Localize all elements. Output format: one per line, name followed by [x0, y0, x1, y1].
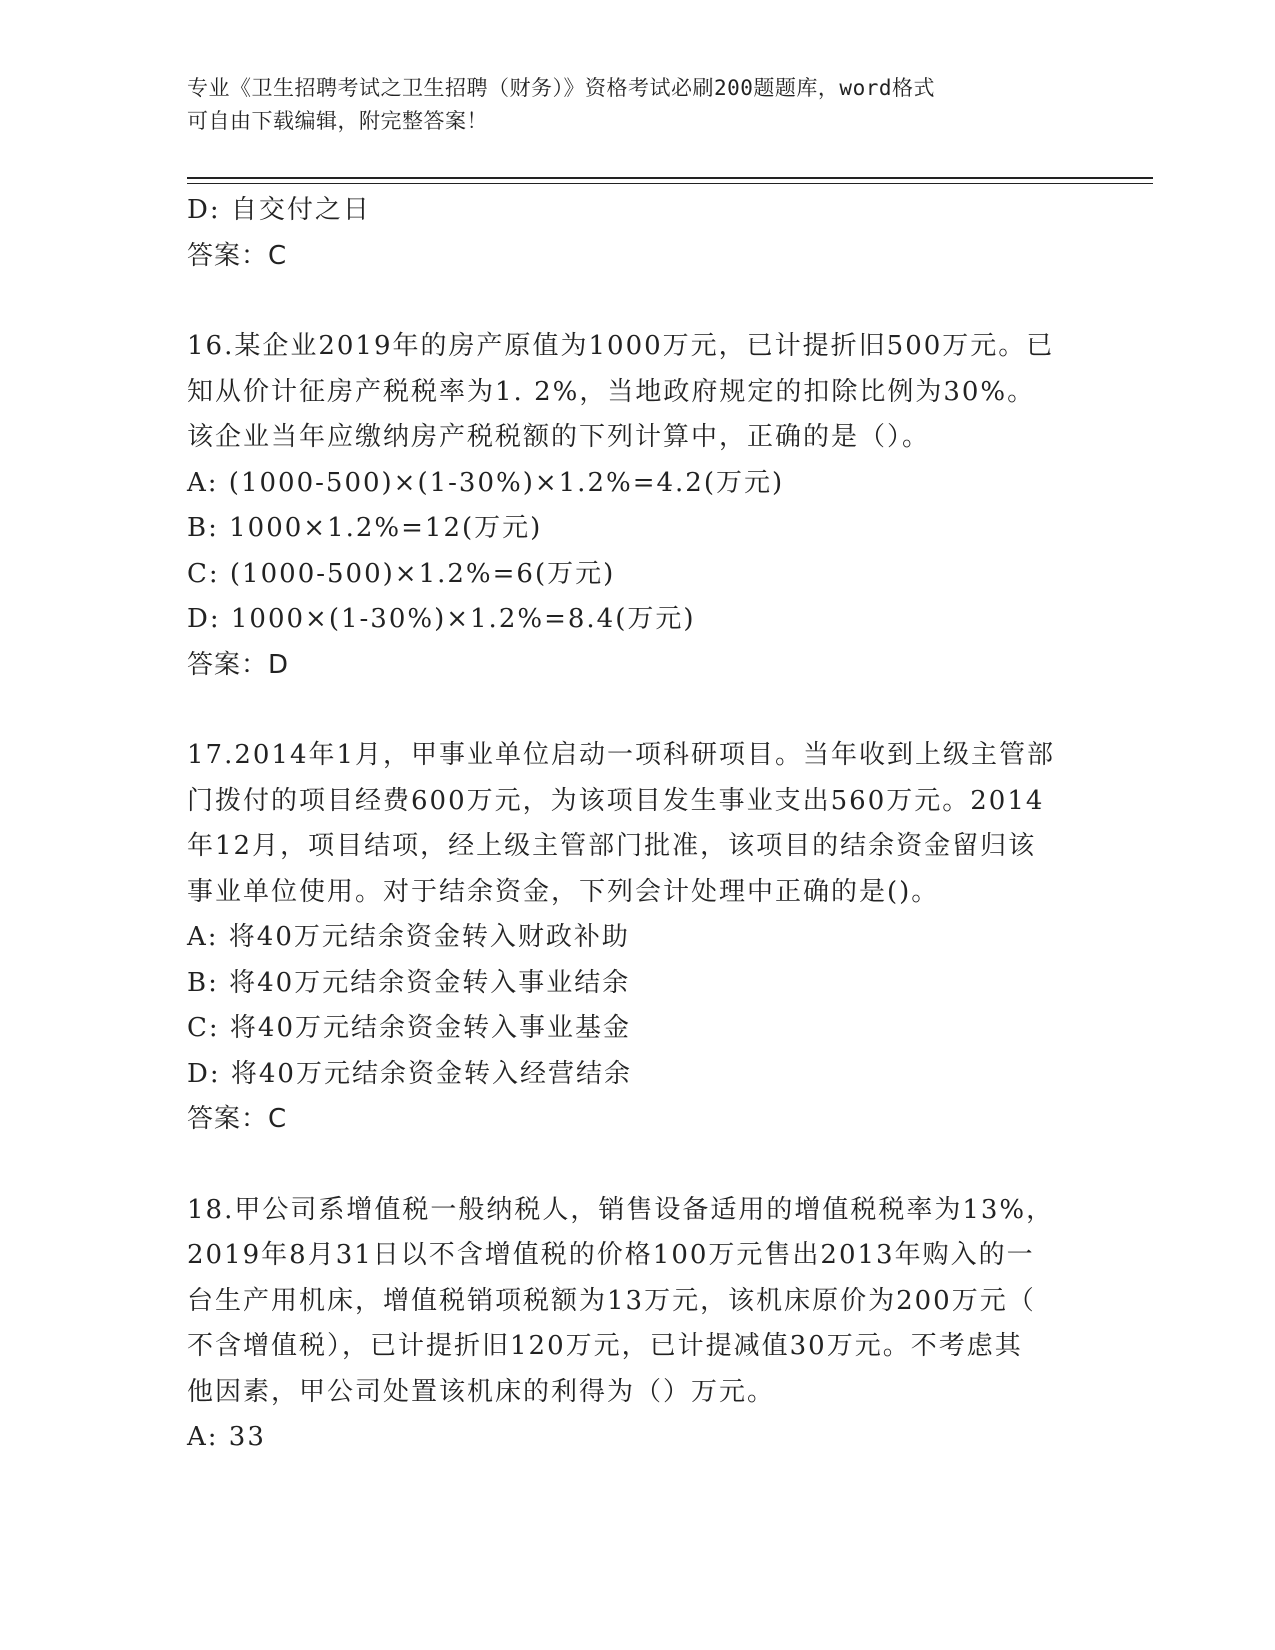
question-16 — [187, 324, 1087, 688]
option-b: B: 将40万元结余资金转入事业结余 — [187, 967, 631, 998]
question-stem-line: 他因素，甲公司处置该机床的利得为（）万元。 — [187, 1376, 776, 1407]
header-title-line-1: 专业《卫生招聘考试之卫生招聘（财务）》资格考试必刷200题题库，word格式 — [187, 76, 935, 100]
answer-line: 答案：C — [187, 240, 288, 271]
option-d: D: 自交付之日 — [187, 195, 371, 225]
answer-line: 答案：D — [187, 649, 290, 680]
question-stem-line: 门拨付的项目经费600万元，为该项目发生事业支出560万元。2014 — [187, 785, 1045, 816]
spacer — [187, 279, 1087, 324]
question-stem-line: 17.2014年1月，甲事业单位启动一项科研项目。当年收到上级主管部 — [187, 740, 1056, 770]
question-stem-line: 事业单位使用。对于结余资金，下列会计处理中正确的是()。 — [187, 876, 940, 907]
question-stem-line: 18.甲公司系增值税一般纳税人，销售设备适用的增值税税率为13%， — [187, 1194, 1055, 1225]
header-divider-thick — [187, 177, 1153, 179]
header-title-line-2: 可自由下载编辑，附完整答案！ — [187, 109, 488, 133]
option-b: B: 1000×1.2%=12(万元) — [187, 513, 543, 543]
question-stem-line: 年12月，项目结项，经上级主管部门批准，该项目的结余资金留归该 — [187, 831, 1037, 861]
question-17 — [187, 733, 1087, 1143]
option-d: D: 将40万元结余资金转入经营结余 — [187, 1058, 632, 1089]
question-stem-line: 该企业当年应缴纳房产税税额的下列计算中，正确的是（）。 — [187, 422, 931, 452]
answer-line: 答案：C — [187, 1104, 288, 1134]
question-18 — [187, 1188, 1087, 1461]
spacer — [187, 688, 1087, 733]
option-a: A: 将40万元结余资金转入财政补助 — [187, 922, 630, 952]
header-divider-thin — [187, 183, 1153, 184]
option-d: D: 1000×(1-30%)×1.2%=8.4(万元) — [187, 604, 696, 634]
question-stem-line: 2019年8月31日以不含增值税的价格100万元售出2013年购入的一 — [187, 1240, 1035, 1270]
option-c: C: 将40万元结余资金转入事业基金 — [187, 1013, 632, 1043]
question-stem-line: 16.某企业2019年的房产原值为1000万元，已计提折旧500万元。已 — [187, 331, 1055, 361]
question-15-tail — [187, 188, 1087, 279]
document-header — [187, 72, 1087, 138]
question-stem-line: 知从价计征房产税税率为1. 2%，当地政府规定的扣除比例为30%。 — [187, 376, 1036, 407]
document-body — [187, 188, 1087, 1461]
option-a: A: (1000-500)×(1-30%)×1.2%=4.2(万元) — [187, 467, 785, 498]
question-stem-line: 台生产用机床，增值税销项税额为13万元，该机床原价为200万元（ — [187, 1285, 1036, 1316]
spacer — [187, 1143, 1087, 1188]
question-stem-line: 不含增值税），已计提折旧120万元，已计提减值30万元。不考虑其 — [187, 1331, 1023, 1361]
option-c: C: (1000-500)×1.2%=6(万元) — [187, 558, 616, 589]
option-a: A: 33 — [187, 1422, 266, 1452]
